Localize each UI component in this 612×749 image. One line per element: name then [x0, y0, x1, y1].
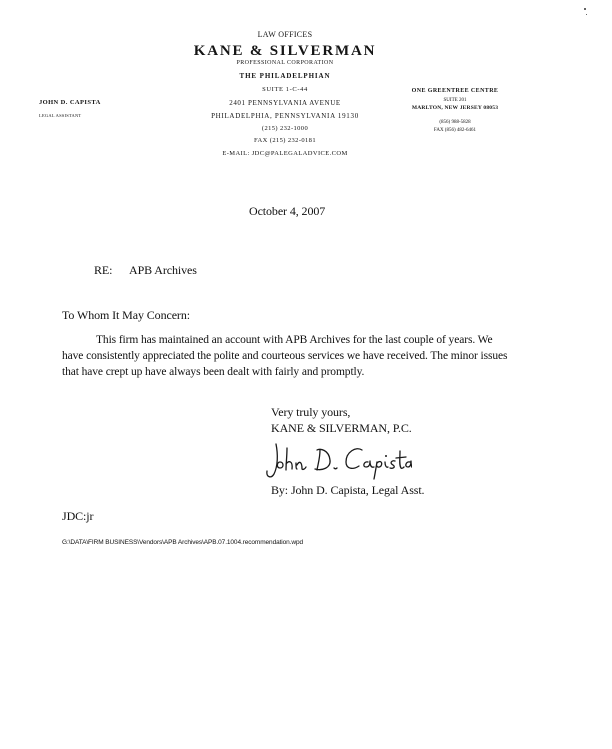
scan-speck	[584, 8, 586, 10]
second-office-building: ONE GREENTREE CENTRE	[411, 88, 499, 94]
letterhead-phone: (215) 232-1000	[261, 125, 309, 132]
letterhead-building: THE PHILADELPHIAN	[239, 72, 331, 80]
letter-date: October 4, 2007	[249, 204, 326, 218]
re-label: RE:	[94, 263, 113, 277]
by-line: By: John D. Capista, Legal Asst.	[271, 483, 425, 497]
letterhead-firm-name: KANE & SILVERMAN	[193, 43, 377, 59]
typist-initials: JDC:jr	[62, 509, 94, 523]
closing: Very truly yours,	[271, 405, 351, 419]
letterhead-attorney-title: LEGAL ASSISTANT	[39, 113, 82, 118]
letterhead-email: E-MAIL: JDC@PALEGALADVICE.COM	[222, 150, 348, 157]
second-office-city: MARLTON, NEW JERSEY 08053	[411, 105, 499, 111]
re-subject: APB Archives	[129, 263, 197, 277]
handwritten-signature	[262, 436, 412, 482]
letterhead-suite: SUITE 1-C-44	[262, 86, 308, 93]
second-office-fax: FAX (856) 482-6461	[433, 128, 477, 133]
firm-signature-name: KANE & SILVERMAN, P.C.	[271, 421, 412, 435]
letterhead-attorney-name: JOHN D. CAPISTA	[39, 99, 101, 106]
letterhead-street: 2401 PENNSYLVANIA AVENUE	[229, 99, 341, 107]
body-line: have consistently appreciated the polite and courteous services we have received. The minor issues	[62, 350, 508, 362]
letterhead-offices: LAW OFFICES	[257, 30, 313, 39]
body-line: This firm has maintained an account with APB Archives for the last couple of years. We	[96, 334, 493, 346]
second-office-phone: (856) 988-5828	[439, 120, 471, 125]
letterhead-corporation: PROFESSIONAL CORPORATION	[236, 60, 334, 66]
document-file-path: G:\DATA\FIRM BUSINESS\Vendors\APB Archives\APB.07.1004.recommendation.wpd	[62, 539, 304, 546]
second-office-suite: SUITE 201	[443, 98, 467, 103]
scan-speck	[586, 14, 587, 15]
salutation: To Whom It May Concern:	[62, 308, 190, 322]
letterhead-fax: FAX (215) 232-0181	[254, 137, 316, 144]
body-line: that have crept up have always been dealt with fairly and promptly.	[62, 366, 365, 378]
letterhead-city: PHILADELPHIA, PENNSYLVANIA 19130	[211, 112, 359, 120]
